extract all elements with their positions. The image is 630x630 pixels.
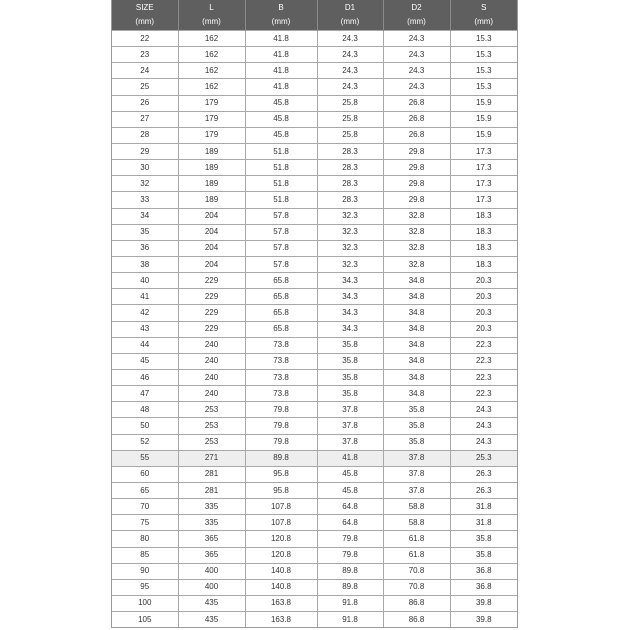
table-cell-b: 140.8 <box>245 563 317 579</box>
table-cell-d2: 34.8 <box>383 321 450 337</box>
table-cell-l: 253 <box>178 434 245 450</box>
table-cell-d1: 34.3 <box>317 273 383 289</box>
table-row <box>112 579 517 595</box>
table-cell-b: 107.8 <box>245 515 317 531</box>
table-cell-l: 240 <box>178 337 245 353</box>
table-cell-d2: 24.3 <box>383 79 450 95</box>
column-header-name: B <box>278 3 284 12</box>
table-cell-d1: 28.3 <box>317 143 383 159</box>
table-cell-d2: 58.8 <box>383 499 450 515</box>
table-row <box>112 305 517 321</box>
table-cell-s: 15.9 <box>450 111 517 127</box>
table-cell-l: 271 <box>178 450 245 466</box>
table-cell-s: 15.9 <box>450 95 517 111</box>
table-cell-b: 79.8 <box>245 402 317 418</box>
table-cell-d2: 29.8 <box>383 143 450 159</box>
table-cell-b: 73.8 <box>245 337 317 353</box>
table-cell-b: 51.8 <box>245 176 317 192</box>
table-cell-d1: 24.3 <box>317 47 383 63</box>
table-cell-d2: 26.8 <box>383 111 450 127</box>
table-cell-d2: 32.8 <box>383 256 450 272</box>
table-cell-size: 55 <box>112 450 178 466</box>
table-cell-d2: 29.8 <box>383 160 450 176</box>
table-cell-d2: 37.8 <box>383 482 450 498</box>
table-cell-l: 179 <box>178 111 245 127</box>
table-cell-d1: 28.3 <box>317 192 383 208</box>
table-row <box>112 321 517 337</box>
table-cell-l: 189 <box>178 176 245 192</box>
table-cell-d2: 24.3 <box>383 63 450 79</box>
table-row <box>112 418 517 434</box>
table-cell-l: 281 <box>178 482 245 498</box>
table-cell-d2: 35.8 <box>383 434 450 450</box>
table-cell-size: 75 <box>112 515 178 531</box>
header-row <box>112 0 517 31</box>
table-cell-d1: 37.8 <box>317 434 383 450</box>
table-cell-b: 73.8 <box>245 353 317 369</box>
table-cell-s: 26.3 <box>450 482 517 498</box>
table-cell-b: 65.8 <box>245 305 317 321</box>
table-cell-b: 140.8 <box>245 579 317 595</box>
table-cell-b: 57.8 <box>245 208 317 224</box>
table-cell-s: 31.8 <box>450 515 517 531</box>
table-cell-s: 31.8 <box>450 499 517 515</box>
table-cell-l: 204 <box>178 208 245 224</box>
table-cell-l: 229 <box>178 305 245 321</box>
table-cell-d2: 34.8 <box>383 369 450 385</box>
table-cell-size: 38 <box>112 256 178 272</box>
table-row <box>112 192 517 208</box>
table-cell-d1: 89.8 <box>317 563 383 579</box>
table-cell-size: 42 <box>112 305 178 321</box>
table-row <box>112 160 517 176</box>
table-row <box>112 434 517 450</box>
table-cell-d2: 34.8 <box>383 337 450 353</box>
table-cell-l: 162 <box>178 47 245 63</box>
table-row <box>112 289 517 305</box>
table-cell-s: 35.8 <box>450 531 517 547</box>
table-cell-d2: 61.8 <box>383 531 450 547</box>
table-cell-d1: 25.8 <box>317 127 383 143</box>
table-cell-l: 281 <box>178 466 245 482</box>
table-cell-s: 22.3 <box>450 353 517 369</box>
table-cell-d1: 25.8 <box>317 95 383 111</box>
table-cell-b: 163.8 <box>245 612 317 628</box>
size-spec-table <box>112 0 517 627</box>
table-cell-d2: 26.8 <box>383 95 450 111</box>
column-header-s <box>450 0 517 31</box>
table-cell-l: 179 <box>178 95 245 111</box>
table-cell-s: 18.3 <box>450 240 517 256</box>
table-row <box>112 402 517 418</box>
table-cell-d2: 32.8 <box>383 240 450 256</box>
table-cell-size: 45 <box>112 353 178 369</box>
column-header-name: SIZE <box>135 3 154 12</box>
table-cell-l: 162 <box>178 31 245 47</box>
table-cell-d1: 41.8 <box>317 450 383 466</box>
column-header-name: S <box>481 3 487 12</box>
table-cell-d1: 35.8 <box>317 369 383 385</box>
table-cell-size: 23 <box>112 47 178 63</box>
table-cell-size: 43 <box>112 321 178 337</box>
table-cell-d1: 91.8 <box>317 612 383 628</box>
table-cell-l: 400 <box>178 563 245 579</box>
table-cell-b: 79.8 <box>245 418 317 434</box>
table-cell-b: 65.8 <box>245 273 317 289</box>
table-cell-b: 89.8 <box>245 450 317 466</box>
table-cell-size: 26 <box>112 95 178 111</box>
table-cell-d2: 37.8 <box>383 450 450 466</box>
table-cell-d1: 32.3 <box>317 240 383 256</box>
table-cell-s: 17.3 <box>450 176 517 192</box>
table-cell-size: 35 <box>112 224 178 240</box>
column-header-unit: (mm) <box>202 17 221 26</box>
table-cell-l: 240 <box>178 386 245 402</box>
table-cell-d2: 34.8 <box>383 386 450 402</box>
column-header-name: D1 <box>344 3 356 12</box>
column-header-unit: (mm) <box>474 17 494 26</box>
table-cell-size: 46 <box>112 369 178 385</box>
table-cell-d2: 32.8 <box>383 208 450 224</box>
table-cell-size: 47 <box>112 386 178 402</box>
table-cell-l: 204 <box>178 224 245 240</box>
table-cell-d2: 34.8 <box>383 353 450 369</box>
table-cell-l: 253 <box>178 418 245 434</box>
table-cell-size: 44 <box>112 337 178 353</box>
table-cell-s: 17.3 <box>450 143 517 159</box>
table-cell-s: 20.3 <box>450 305 517 321</box>
table-row <box>112 95 517 111</box>
table-row <box>112 224 517 240</box>
table-cell-s: 20.3 <box>450 289 517 305</box>
table-cell-size: 29 <box>112 143 178 159</box>
table-row <box>112 450 517 466</box>
table-cell-s: 36.8 <box>450 563 517 579</box>
table-cell-d2: 32.8 <box>383 224 450 240</box>
table-cell-d1: 64.8 <box>317 499 383 515</box>
table-cell-d1: 34.3 <box>317 289 383 305</box>
table-cell-d2: 29.8 <box>383 192 450 208</box>
table-row <box>112 353 517 369</box>
table-cell-l: 162 <box>178 79 245 95</box>
table-cell-size: 50 <box>112 418 178 434</box>
table-cell-size: 80 <box>112 531 178 547</box>
table-cell-l: 229 <box>178 289 245 305</box>
column-header-name: D2 <box>411 3 422 12</box>
table-cell-d1: 37.8 <box>317 418 383 434</box>
table-cell-s: 15.3 <box>450 31 517 47</box>
table-cell-d1: 34.3 <box>317 305 383 321</box>
table-row <box>112 369 517 385</box>
table-cell-l: 229 <box>178 273 245 289</box>
table-cell-d2: 70.8 <box>383 579 450 595</box>
table-row <box>112 143 517 159</box>
table-cell-size: 52 <box>112 434 178 450</box>
table-cell-size: 90 <box>112 563 178 579</box>
table-cell-s: 26.3 <box>450 466 517 482</box>
table-cell-d2: 70.8 <box>383 563 450 579</box>
table-cell-d1: 35.8 <box>317 337 383 353</box>
table-cell-s: 15.9 <box>450 127 517 143</box>
table-row <box>112 31 517 47</box>
table-cell-l: 365 <box>178 547 245 563</box>
table-cell-d2: 34.8 <box>383 305 450 321</box>
table-cell-d1: 91.8 <box>317 595 383 611</box>
table-cell-b: 95.8 <box>245 466 317 482</box>
table-row <box>112 466 517 482</box>
table-cell-b: 45.8 <box>245 111 317 127</box>
table-row <box>112 127 517 143</box>
table-cell-l: 240 <box>178 369 245 385</box>
table-cell-l: 189 <box>178 192 245 208</box>
table-cell-l: 229 <box>178 321 245 337</box>
table-cell-size: 30 <box>112 160 178 176</box>
table-cell-d2: 24.3 <box>383 47 450 63</box>
table-cell-s: 22.3 <box>450 386 517 402</box>
table-cell-b: 41.8 <box>245 63 317 79</box>
table-cell-l: 400 <box>178 579 245 595</box>
table-row <box>112 547 517 563</box>
table-cell-d2: 86.8 <box>383 612 450 628</box>
table-row <box>112 256 517 272</box>
table-row <box>112 499 517 515</box>
table-cell-d1: 25.8 <box>317 111 383 127</box>
column-header-unit: (mm) <box>340 17 360 26</box>
table-cell-s: 24.3 <box>450 434 517 450</box>
table-cell-size: 65 <box>112 482 178 498</box>
table-row <box>112 386 517 402</box>
table-row <box>112 482 517 498</box>
table-cell-b: 107.8 <box>245 499 317 515</box>
table-cell-d1: 35.8 <box>317 353 383 369</box>
column-header-unit: (mm) <box>407 17 426 26</box>
table-cell-size: 48 <box>112 402 178 418</box>
column-header-d1 <box>317 0 383 31</box>
table-cell-l: 335 <box>178 499 245 515</box>
table-cell-b: 45.8 <box>245 127 317 143</box>
table-cell-d1: 28.3 <box>317 176 383 192</box>
table-cell-s: 17.3 <box>450 160 517 176</box>
table-cell-b: 57.8 <box>245 240 317 256</box>
table-cell-size: 70 <box>112 499 178 515</box>
table-cell-d1: 89.8 <box>317 579 383 595</box>
table-cell-size: 105 <box>112 612 178 628</box>
table-cell-s: 20.3 <box>450 273 517 289</box>
table-row <box>112 612 517 628</box>
table-cell-l: 204 <box>178 256 245 272</box>
table-cell-size: 85 <box>112 547 178 563</box>
table-cell-b: 57.8 <box>245 224 317 240</box>
table-cell-s: 35.8 <box>450 547 517 563</box>
table-cell-d2: 26.8 <box>383 127 450 143</box>
table-row <box>112 515 517 531</box>
table-cell-s: 25.3 <box>450 450 517 466</box>
table-cell-size: 32 <box>112 176 178 192</box>
table-cell-size: 95 <box>112 579 178 595</box>
table-cell-d1: 24.3 <box>317 79 383 95</box>
table-row <box>112 79 517 95</box>
table-cell-s: 22.3 <box>450 337 517 353</box>
table-cell-s: 15.3 <box>450 63 517 79</box>
table-cell-b: 120.8 <box>245 531 317 547</box>
table-cell-d2: 24.3 <box>383 31 450 47</box>
table-row <box>112 47 517 63</box>
table-cell-l: 189 <box>178 143 245 159</box>
table-cell-s: 36.8 <box>450 579 517 595</box>
table-cell-b: 79.8 <box>245 434 317 450</box>
table-cell-b: 73.8 <box>245 369 317 385</box>
table-cell-d1: 24.3 <box>317 31 383 47</box>
table-cell-d2: 34.8 <box>383 289 450 305</box>
table-cell-b: 120.8 <box>245 547 317 563</box>
table-cell-b: 73.8 <box>245 386 317 402</box>
size-spec-table-container <box>111 0 518 628</box>
table-cell-s: 18.3 <box>450 224 517 240</box>
table-row <box>112 63 517 79</box>
table-cell-b: 57.8 <box>245 256 317 272</box>
table-row <box>112 337 517 353</box>
table-cell-d2: 29.8 <box>383 176 450 192</box>
table-cell-d1: 34.3 <box>317 321 383 337</box>
column-header-b <box>245 0 317 31</box>
table-cell-b: 41.8 <box>245 79 317 95</box>
table-row <box>112 531 517 547</box>
table-cell-size: 27 <box>112 111 178 127</box>
table-cell-size: 40 <box>112 273 178 289</box>
table-cell-d1: 79.8 <box>317 547 383 563</box>
table-cell-d1: 32.3 <box>317 208 383 224</box>
table-header <box>112 0 517 31</box>
table-cell-s: 24.3 <box>450 418 517 434</box>
table-cell-s: 39.8 <box>450 595 517 611</box>
table-cell-d1: 64.8 <box>317 515 383 531</box>
table-row <box>112 563 517 579</box>
table-cell-size: 33 <box>112 192 178 208</box>
table-row <box>112 273 517 289</box>
table-cell-size: 41 <box>112 289 178 305</box>
table-cell-l: 335 <box>178 515 245 531</box>
column-header-d2 <box>383 0 450 31</box>
table-cell-d1: 24.3 <box>317 63 383 79</box>
table-cell-size: 25 <box>112 79 178 95</box>
table-cell-s: 18.3 <box>450 256 517 272</box>
table-cell-size: 100 <box>112 595 178 611</box>
table-cell-b: 51.8 <box>245 143 317 159</box>
column-header-l <box>178 0 245 31</box>
table-row <box>112 111 517 127</box>
table-cell-b: 65.8 <box>245 289 317 305</box>
table-row <box>112 176 517 192</box>
table-cell-l: 365 <box>178 531 245 547</box>
table-cell-s: 18.3 <box>450 208 517 224</box>
column-header-unit: (mm) <box>135 17 155 26</box>
table-cell-d2: 35.8 <box>383 402 450 418</box>
table-cell-l: 253 <box>178 402 245 418</box>
column-header-size <box>112 0 178 31</box>
table-cell-b: 163.8 <box>245 595 317 611</box>
table-cell-s: 39.8 <box>450 612 517 628</box>
column-header-unit: (mm) <box>271 17 291 26</box>
table-cell-d1: 45.8 <box>317 482 383 498</box>
table-cell-s: 17.3 <box>450 192 517 208</box>
table-cell-d1: 45.8 <box>317 466 383 482</box>
table-row <box>112 208 517 224</box>
table-cell-d2: 58.8 <box>383 515 450 531</box>
table-cell-d2: 34.8 <box>383 273 450 289</box>
table-cell-l: 179 <box>178 127 245 143</box>
table-cell-b: 41.8 <box>245 31 317 47</box>
table-cell-l: 240 <box>178 353 245 369</box>
table-cell-d1: 32.3 <box>317 224 383 240</box>
table-cell-size: 28 <box>112 127 178 143</box>
table-cell-d2: 61.8 <box>383 547 450 563</box>
table-body <box>112 31 517 628</box>
table-cell-size: 34 <box>112 208 178 224</box>
table-cell-b: 51.8 <box>245 192 317 208</box>
table-cell-l: 435 <box>178 595 245 611</box>
table-cell-b: 41.8 <box>245 47 317 63</box>
column-header-name: L <box>209 3 214 12</box>
table-cell-d1: 79.8 <box>317 531 383 547</box>
table-cell-size: 24 <box>112 63 178 79</box>
table-cell-d1: 28.3 <box>317 160 383 176</box>
table-cell-l: 204 <box>178 240 245 256</box>
table-cell-size: 22 <box>112 31 178 47</box>
table-cell-d1: 35.8 <box>317 386 383 402</box>
table-cell-size: 60 <box>112 466 178 482</box>
table-cell-s: 22.3 <box>450 369 517 385</box>
table-cell-d1: 37.8 <box>317 402 383 418</box>
table-cell-b: 45.8 <box>245 95 317 111</box>
table-cell-b: 95.8 <box>245 482 317 498</box>
table-cell-d2: 37.8 <box>383 466 450 482</box>
table-row <box>112 240 517 256</box>
table-cell-b: 65.8 <box>245 321 317 337</box>
table-cell-s: 15.3 <box>450 47 517 63</box>
table-cell-d2: 35.8 <box>383 418 450 434</box>
table-cell-b: 51.8 <box>245 160 317 176</box>
table-row <box>112 595 517 611</box>
table-cell-s: 15.3 <box>450 79 517 95</box>
table-cell-size: 36 <box>112 240 178 256</box>
table-cell-d2: 86.8 <box>383 595 450 611</box>
table-cell-s: 24.3 <box>450 402 517 418</box>
table-cell-d1: 32.3 <box>317 256 383 272</box>
table-cell-l: 189 <box>178 160 245 176</box>
table-cell-s: 20.3 <box>450 321 517 337</box>
table-cell-l: 162 <box>178 63 245 79</box>
table-cell-l: 435 <box>178 612 245 628</box>
